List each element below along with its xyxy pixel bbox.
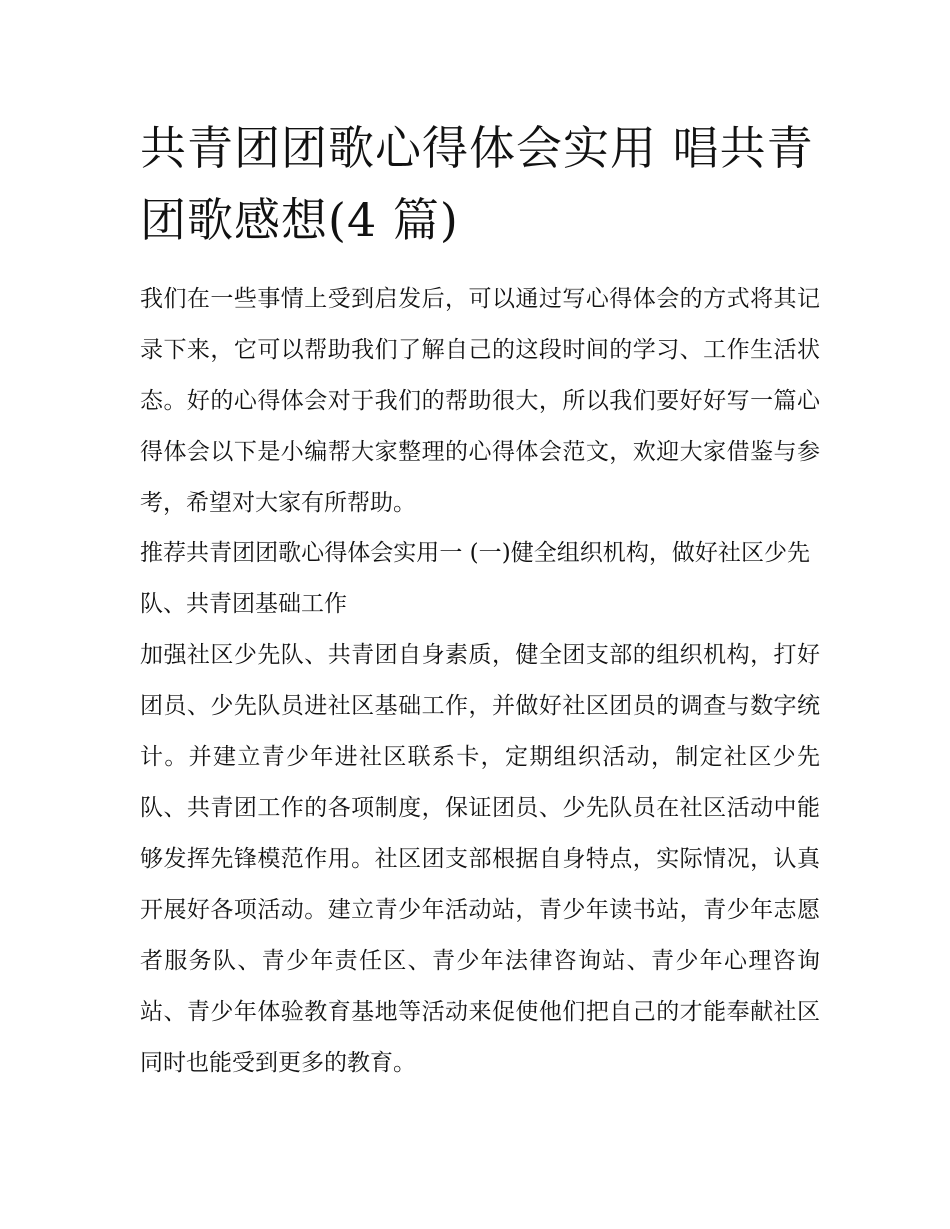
document-title: 共青团团歌心得体会实用 唱共青团歌感想(4 篇)	[140, 121, 814, 247]
intro-paragraph: 我们在一些事情上受到启发后，可以通过写心得体会的方式将其记录下来，它可以帮助我们了解自己的这段时间的学习、工作生活状态。好的心得体会对于我们的帮助很大，所以我们要好好写一篇心得体会以下是小编帮大家整理的心得体会范文，欢迎大家借鉴与参考，希望对大家有所帮助。	[140, 286, 820, 516]
section-body-paragraph: 加强社区少先队、共青团自身素质，健全团支部的组织机构，打好团员、少先队员进社区基础工作，并做好社区团员的调查与数字统计。并建立青少年进社区联系卡，定期组织活动，制定社区少先队、共青团工作的各项制度，保证团员、少先队员在社区活动中能够发挥先锋模范作用。社区团支部根据自身特点，实际情况，认真开展好各项活动。建立青少年活动站，青少年读书站，青少年志愿者服务队、青少年责任区、青少年法律咨询站、青少年心理咨询站、青少年体验教育基地等活动来促使他们把自己的才能奉献社区同时也能受到更多的教育。	[140, 642, 820, 1076]
section-heading: 推荐共青团团歌心得体会实用一 (一)健全组织机构，做好社区少先队、共青团基础工作	[140, 540, 810, 617]
